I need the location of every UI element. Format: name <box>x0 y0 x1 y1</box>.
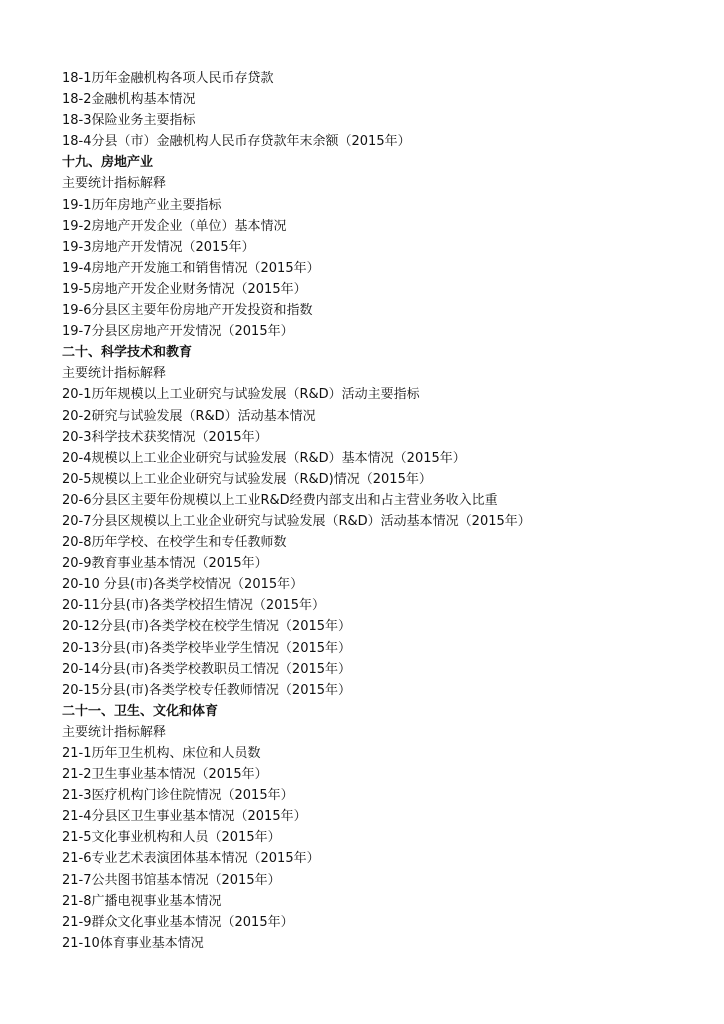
toc-entry: 21-4分县区卫生事业基本情况（2015年） <box>62 809 307 825</box>
toc-entry: 21-2卫生事业基本情况（2015年） <box>62 767 268 783</box>
toc-entry: 19-6分县区主要年份房地产开发投资和指数 <box>62 303 313 319</box>
toc-entry: 20-2研究与试验发展（R&D）活动基本情况 <box>62 408 316 424</box>
section-heading: 二十一、卫生、文化和体育 <box>62 703 219 719</box>
toc-entry: 20-9教育事业基本情况（2015年） <box>62 556 268 572</box>
toc-entry: 21-7公共图书馆基本情况（2015年） <box>62 872 281 888</box>
toc-entry: 18-1历年金融机构各项人民币存贷款 <box>62 71 274 86</box>
toc-entry: 20-10 分县(市)各类学校情况（2015年） <box>62 577 304 593</box>
toc-entry: 20-5规模以上工业企业研究与试验发展（R&D)情况（2015年） <box>62 471 432 487</box>
toc-entry: 20-13分县(市)各类学校毕业学生情况（2015年） <box>62 640 352 656</box>
toc-entry: 19-5房地产开发企业财务情况（2015年） <box>62 281 307 297</box>
toc-entry: 21-6专业艺术表演团体基本情况（2015年） <box>62 851 320 867</box>
toc-entry: 19-1历年房地产业主要指标 <box>62 197 222 213</box>
toc-entry: 21-10体育事业基本情况 <box>62 935 204 951</box>
toc-entry: 20-12分县(市)各类学校在校学生情况（2015年） <box>62 619 352 635</box>
toc-entry: 20-14分县(市)各类学校教职员工情况（2015年） <box>62 661 352 677</box>
toc-entry: 18-2金融机构基本情况 <box>62 92 196 108</box>
toc-entry: 19-2房地产开发企业（单位）基本情况 <box>62 218 287 234</box>
section-heading: 十九、房地产业 <box>62 155 154 171</box>
toc-entry: 19-3房地产开发情况（2015年） <box>62 239 255 255</box>
toc-entry: 21-3医疗机构门诊住院情况（2015年） <box>62 788 294 804</box>
document-page <box>62 68 702 954</box>
toc-entry: 20-3科学技术获奖情况（2015年） <box>62 429 268 445</box>
toc-entry: 主要统计指标解释 <box>62 366 167 382</box>
toc-entry: 主要统计指标解释 <box>62 724 167 740</box>
toc-entry: 21-5文化事业机构和人员（2015年） <box>62 830 281 846</box>
toc-entry: 18-3保险业务主要指标 <box>62 113 196 129</box>
toc-entry: 20-11分县(市)各类学校招生情况（2015年） <box>62 598 326 614</box>
toc-entry: 20-1历年规模以上工业研究与试验发展（R&D）活动主要指标 <box>62 387 420 403</box>
section-heading: 二十、科学技术和教育 <box>62 345 193 361</box>
toc-entry: 20-6分县区主要年份规模以上工业R&D经费内部支出和占主营业务收入比重 <box>62 492 498 508</box>
toc-entry: 20-15分县(市)各类学校专任教师情况（2015年） <box>62 682 352 698</box>
toc-entry: 主要统计指标解释 <box>62 176 167 192</box>
toc-entry: 19-7分县区房地产开发情况（2015年） <box>62 324 294 340</box>
toc-entry: 20-8历年学校、在校学生和专任教师数 <box>62 535 287 551</box>
toc-entry: 18-4分县（市）金融机构人民币存贷款年末余额（2015年） <box>62 134 411 150</box>
toc-entry: 20-7分县区规模以上工业企业研究与试验发展（R&D）活动基本情况（2015年） <box>62 513 531 529</box>
toc-entry: 21-9群众文化事业基本情况（2015年） <box>62 914 294 930</box>
toc-entry: 19-4房地产开发施工和销售情况（2015年） <box>62 260 320 276</box>
toc-entry: 21-8广播电视事业基本情况 <box>62 893 222 909</box>
toc-entry: 20-4规模以上工业企业研究与试验发展（R&D）基本情况（2015年） <box>62 450 466 466</box>
toc-entry: 21-1历年卫生机构、床位和人员数 <box>62 746 261 761</box>
